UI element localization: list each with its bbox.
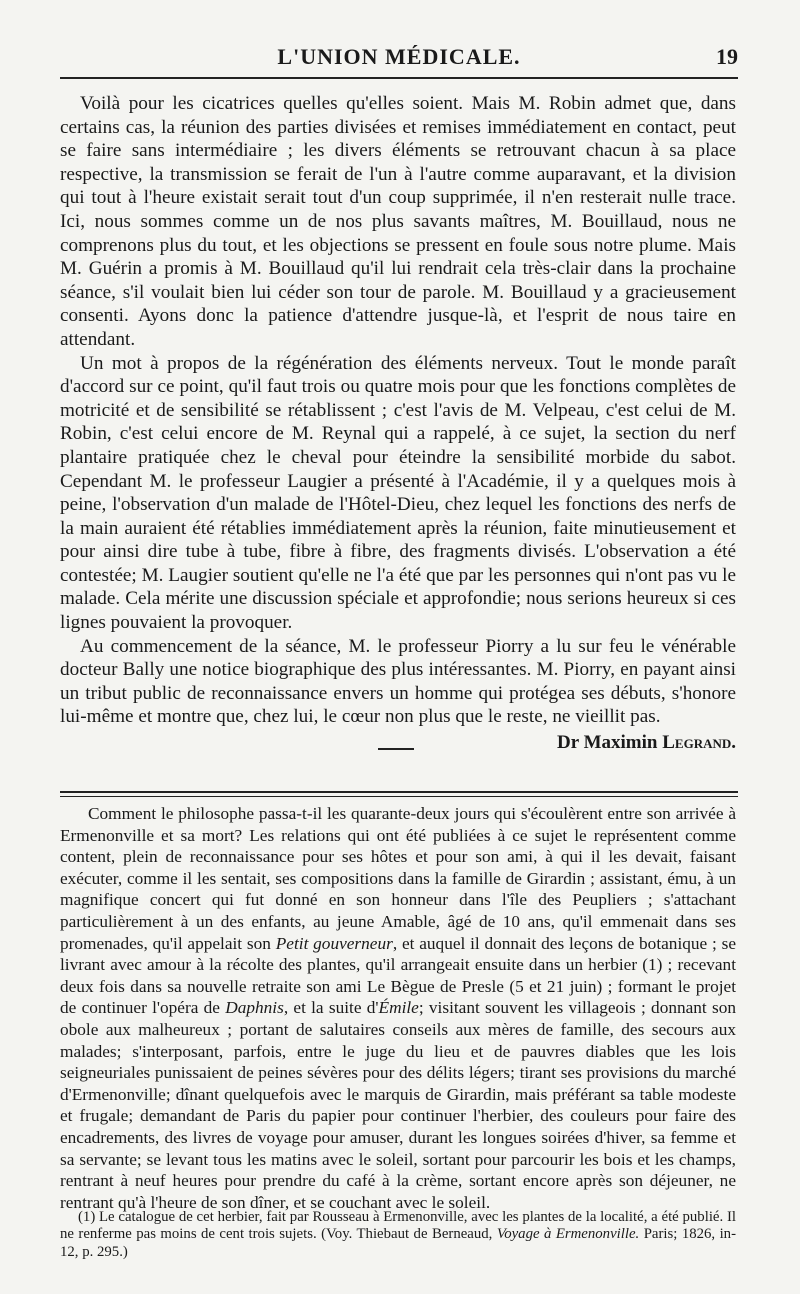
feuilleton-body xyxy=(60,803,736,1213)
author-signature xyxy=(60,731,736,755)
feuilleton-text: , et la suite d' xyxy=(283,998,379,1018)
article-paragraph: Un mot à propos de la régénération des éléments nerveux. Tout le monde paraît d'accord sur ce point, qu'il faut trois ou quatre mois pour que les fonctions complètes de motricité et de sensibilité se rétablissent ; c'est l'avis de M. Velpeau, c'est celui de M. Robin, c'est celui encore de M. Reynal qui a rappelé, à ce sujet, la section du nerf plantaire pratiquée chez le cheval pour éteindre la sensibilité morbide du sabot. Cependant M. le professeur Laugier a présenté à l'Académie, il y a quelques mois à peine, l'observation d'un malade de l'Hôtel-Dieu, chez lequel les fonctions des nerfs de la main auraient été rétablies immédiatement après la réunion, faite minutieusement et pour ainsi dire tube à tube, fibre à fibre, des fragments divisés. L'observation a été contestée; M. Laugier soutient qu'elle ne l'a été que par les personnes qui n'ont pas vu le malade. Cela mérite une discussion spéciale et approfondie; nous serions heureux si ces lignes pouvaient la provoquer. xyxy=(60,352,736,634)
feuilleton-italic: Daphnis xyxy=(225,998,284,1018)
feuilleton-paragraph xyxy=(60,803,736,1213)
signature-surname: Legrand. xyxy=(662,732,736,754)
page-number: 19 xyxy=(716,44,738,69)
journal-title: L'UNION MÉDICALE. xyxy=(277,44,521,69)
section-separator xyxy=(378,748,414,750)
footnote-paragraph xyxy=(60,1209,736,1261)
signature-prefix: Dr Maximin xyxy=(557,732,658,754)
feuilleton-rule xyxy=(60,791,738,797)
article-paragraph: Au commencement de la séance, M. le professeur Piorry a lu sur feu le vénérable docteur Bally une notice biographique des plus intéressantes. M. Piorry, en payant ainsi un tribut public de reconnaissance envers un homme qui protégea ses débuts, s'honore lui-même et montre que, chez lui, le cœur non plus que le reste, ne vieillit pas. xyxy=(60,635,736,728)
feuilleton-text: Comment le philosophe passa-t-il les quarante-deux jours qui s'écoulèrent entre son arrivée à Ermenonville et sa mort? Les relations qui ont été publiées à ce sujet le représentent comme content, plein de reconnaissance pour ses hôtes et pour son ami, à qui il les devait, faisant exécuter, comme il les sentait, ses compositions dans la famille de Girardin ; assistant, ému, à un magnifique concert qui fut donné en son honneur dans l'île des Peupliers ; s'attachant particulièrement à un des enfants, au jeune Amable, âgé de 10 ans, qu'il emmenait dans ses promenades, qu'il appelait son xyxy=(60,804,736,953)
article-body xyxy=(60,92,736,755)
footnote xyxy=(60,1209,736,1261)
feuilleton-italic: Émile xyxy=(378,998,419,1018)
header-rule xyxy=(60,77,738,79)
feuilleton-italic: Petit gouverneur xyxy=(275,933,393,953)
feuilleton-text: ; visitant souvent les villageois ; donnant son obole aux malheureux ; portant de salutaires conseils aux mères de famille, des secours aux malades; s'interposant, parfois, entre le juge du lieu et de pauvres diables que les lois seigneuriales punissaient de peines sévères pour des délits légers; tirant ses provisions du marché d'Ermenonville; dînant quelquefois avec le marquis de Girardin, mais préférant sa table modeste et frugale; demandant de Paris du papier pour continuer l'herbier, des couleurs pour faire des encadrements, des livres de voyage pour amuser, durant les longues soirées d'hiver, sa femme et sa servante; se levant tous les matins avec le soleil, sortant pour parcourir les bois et les champs, rentrant à neuf heures pour prendre du café à la crème, sortant encore après son déjeuner, ne rentrant qu'à l'heure de son dîner, et se couchant avec le soleil. xyxy=(60,998,736,1212)
footnote-text: Paris; 1826, in-12, p. 295.) xyxy=(60,1226,737,1260)
footnote-text: (1) Le catalogue de cet herbier, fait par Rousseau à Ermenonville, avec les plantes de la localité, a été publié. Il ne renferme pas moins de cent trois sujets. (Voy. Thiebaut de Berneaud, xyxy=(60,1209,736,1243)
page-header xyxy=(60,40,738,76)
article-paragraph: Voilà pour les cicatrices quelles qu'elles soient. Mais M. Robin admet que, dans certains cas, la réunion des parties divisées et remises immédiatement en contact, peut se faire sans intermédiaire ; les divers éléments se retrouvant chacun à sa place respective, la transmission se ferait de l'un à l'autre comme auparavant, et la division qui tout à l'heure existait serait tout d'un coup supprimée, il n'en resterait nulle trace. Ici, nous sommes comme un de nos plus savants maîtres, M. Bouillaud, nous ne comprenons plus du tout, et les objections se pressent en foule sous notre plume. Mais M. Guérin a promis à M. Bouillaud qu'il lui rendrait cela très-clair dans la prochaine séance, s'il voulait bien lui céder son tour de parole. M. Bouillaud y a gracieusement consenti. Ayons donc la patience d'attendre jusque-là, et l'esprit de nous taire en attendant. xyxy=(60,93,736,350)
footnote-italic: Voyage à Ermenonville. xyxy=(496,1226,640,1243)
feuilleton-text: , et auquel il donnait des leçons de botanique ; se livrant avec amour à la récolte des plantes, qu'il arrangeait ensuite dans un herbier (1) ; recevant deux fois dans sa nouvelle retraite son ami Le Bègue de Presle (5 et 21 juin) ; formant le projet de continuer l'opéra de xyxy=(60,933,736,1018)
